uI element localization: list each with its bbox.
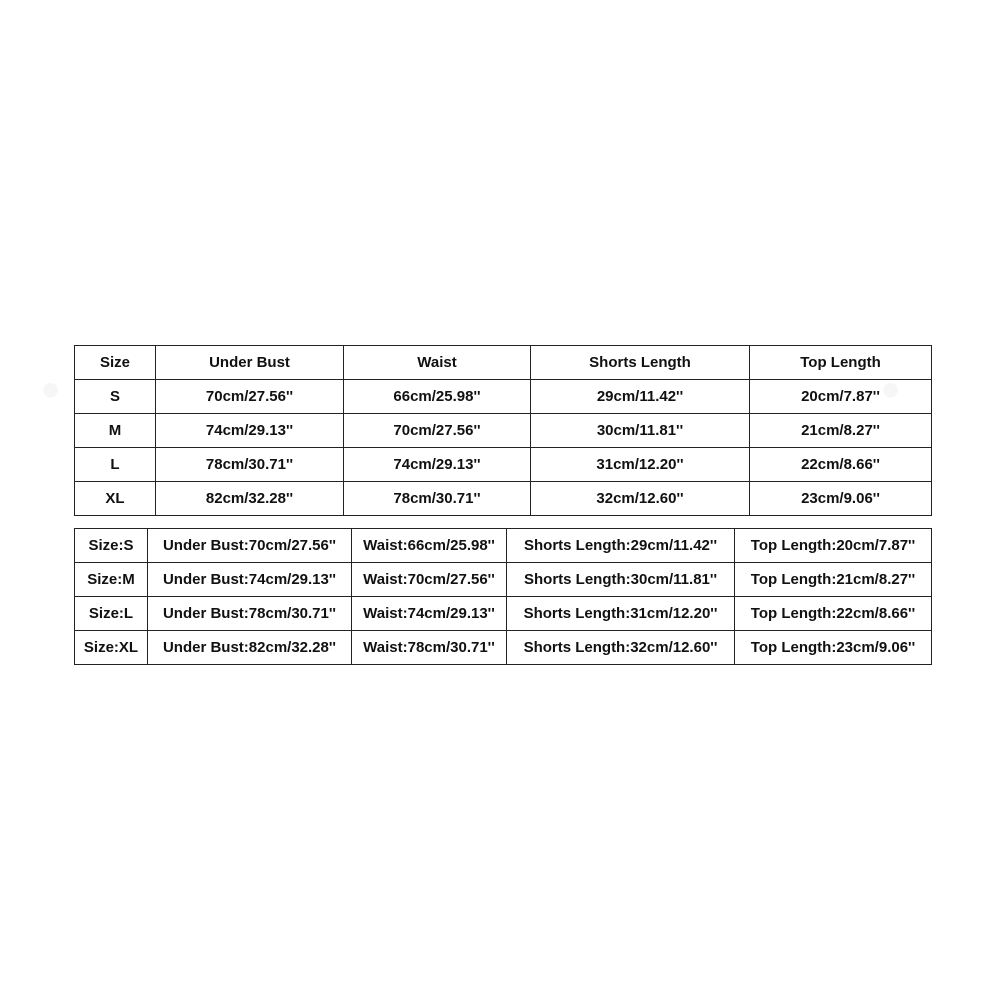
under-bust-cell: Under Bust:78cm/30.71'' (148, 597, 352, 631)
shorts-length-cell: 29cm/11.42'' (531, 380, 750, 414)
waist-cell: 78cm/30.71'' (344, 482, 531, 516)
size-chart-table (74, 345, 932, 516)
table-row (75, 631, 932, 665)
header-cell: Shorts Length (531, 346, 750, 380)
top-length-cell: Top Length:20cm/7.87'' (735, 529, 932, 563)
under-bust-cell: Under Bust:70cm/27.56'' (148, 529, 352, 563)
waist-cell: Waist:66cm/25.98'' (352, 529, 507, 563)
size-cell: M (75, 414, 156, 448)
watermark (33, 367, 68, 411)
size-cell: Size:L (75, 597, 148, 631)
top-length-cell: 21cm/8.27'' (750, 414, 932, 448)
shorts-length-cell: 32cm/12.60'' (531, 482, 750, 516)
shorts-length-cell: 31cm/12.20'' (531, 448, 750, 482)
shorts-length-cell: Shorts Length:29cm/11.42'' (507, 529, 735, 563)
under-bust-cell: 70cm/27.56'' (156, 380, 344, 414)
waist-cell: 74cm/29.13'' (344, 448, 531, 482)
waist-cell: Waist:78cm/30.71'' (352, 631, 507, 665)
table-row (75, 448, 932, 482)
size-cell: XL (75, 482, 156, 516)
shorts-length-cell: Shorts Length:32cm/12.60'' (507, 631, 735, 665)
size-cell: Size:M (75, 563, 148, 597)
waist-cell: Waist:70cm/27.56'' (352, 563, 507, 597)
top-length-cell: Top Length:21cm/8.27'' (735, 563, 932, 597)
size-cell: Size:S (75, 529, 148, 563)
top-length-cell: Top Length:23cm/9.06'' (735, 631, 932, 665)
under-bust-cell: 78cm/30.71'' (156, 448, 344, 482)
table-row (75, 529, 932, 563)
top-length-cell: Top Length:22cm/8.66'' (735, 597, 932, 631)
table-header-row (75, 346, 932, 380)
top-length-cell: 20cm/7.87'' (750, 380, 932, 414)
header-cell: Under Bust (156, 346, 344, 380)
header-cell: Top Length (750, 346, 932, 380)
top-length-cell: 23cm/9.06'' (750, 482, 932, 516)
waist-cell: 66cm/25.98'' (344, 380, 531, 414)
size-detail-table (74, 528, 932, 665)
header-cell: Waist (344, 346, 531, 380)
size-cell: Size:XL (75, 631, 148, 665)
under-bust-cell: Under Bust:74cm/29.13'' (148, 563, 352, 597)
table-row (75, 380, 932, 414)
shorts-length-cell: Shorts Length:30cm/11.81'' (507, 563, 735, 597)
under-bust-cell: 82cm/32.28'' (156, 482, 344, 516)
table-row (75, 482, 932, 516)
table-row (75, 414, 932, 448)
size-cell: L (75, 448, 156, 482)
waist-cell: 70cm/27.56'' (344, 414, 531, 448)
header-cell: Size (75, 346, 156, 380)
top-length-cell: 22cm/8.66'' (750, 448, 932, 482)
table-row (75, 597, 932, 631)
under-bust-cell: 74cm/29.13'' (156, 414, 344, 448)
waist-cell: Waist:74cm/29.13'' (352, 597, 507, 631)
shorts-length-cell: Shorts Length:31cm/12.20'' (507, 597, 735, 631)
table-row (75, 563, 932, 597)
under-bust-cell: Under Bust:82cm/32.28'' (148, 631, 352, 665)
size-cell: S (75, 380, 156, 414)
shorts-length-cell: 30cm/11.81'' (531, 414, 750, 448)
